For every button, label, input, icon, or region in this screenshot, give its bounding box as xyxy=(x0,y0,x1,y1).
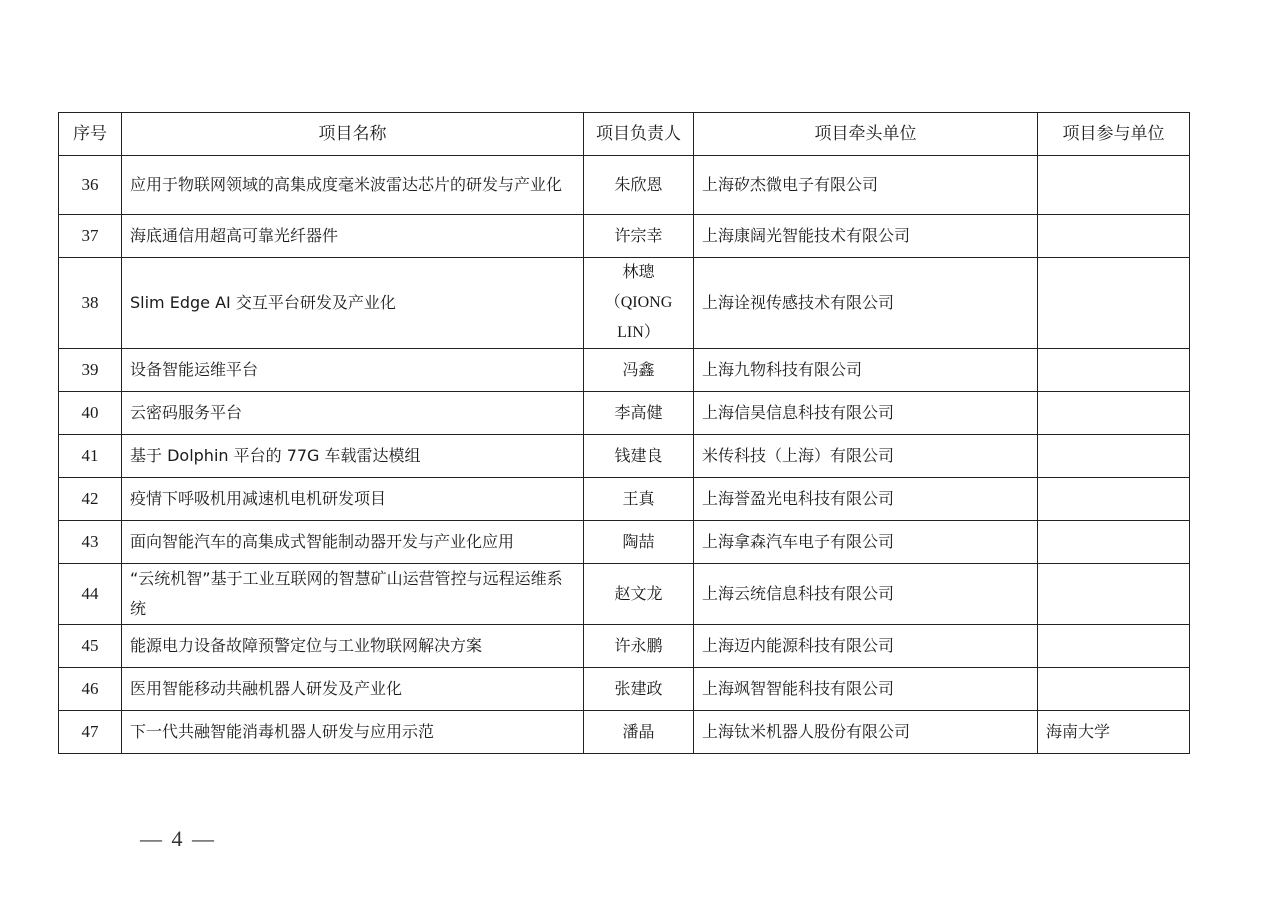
table-row xyxy=(59,392,1190,435)
header-no: 序号 xyxy=(59,113,122,156)
row-participant xyxy=(1038,258,1190,349)
row-participant xyxy=(1038,215,1190,258)
row-project-name: “云统机智”基于工业互联网的智慧矿山运营管控与远程运维系统 xyxy=(122,564,584,625)
row-participant xyxy=(1038,156,1190,215)
row-participant xyxy=(1038,392,1190,435)
row-leader: 张建政 xyxy=(584,668,694,711)
row-no: 45 xyxy=(59,625,122,668)
row-participant xyxy=(1038,435,1190,478)
row-leader: 潘晶 xyxy=(584,711,694,754)
row-lead-unit: 上海飒智智能科技有限公司 xyxy=(694,668,1038,711)
row-no: 40 xyxy=(59,392,122,435)
row-lead-unit: 上海誉盈光电科技有限公司 xyxy=(694,478,1038,521)
row-participant xyxy=(1038,564,1190,625)
row-lead-unit: 上海矽杰微电子有限公司 xyxy=(694,156,1038,215)
table-row xyxy=(59,258,1190,349)
row-no: 47 xyxy=(59,711,122,754)
row-no: 37 xyxy=(59,215,122,258)
row-lead-unit: 上海诠视传感技术有限公司 xyxy=(694,258,1038,349)
row-leader: 冯鑫 xyxy=(584,349,694,392)
row-participant xyxy=(1038,349,1190,392)
table-row xyxy=(59,711,1190,754)
table-row xyxy=(59,521,1190,564)
table-row xyxy=(59,668,1190,711)
project-table xyxy=(58,112,1190,754)
row-lead-unit: 上海云统信息科技有限公司 xyxy=(694,564,1038,625)
row-project-name: 设备智能运维平台 xyxy=(122,349,584,392)
row-participant xyxy=(1038,668,1190,711)
header-participant: 项目参与单位 xyxy=(1038,113,1190,156)
page-number: — 4 — xyxy=(140,826,216,851)
row-lead-unit: 米传科技（上海）有限公司 xyxy=(694,435,1038,478)
row-no: 42 xyxy=(59,478,122,521)
row-lead-unit: 上海钛米机器人股份有限公司 xyxy=(694,711,1038,754)
row-lead-unit: 上海康阔光智能技术有限公司 xyxy=(694,215,1038,258)
row-leader: 许永鹏 xyxy=(584,625,694,668)
row-no: 43 xyxy=(59,521,122,564)
row-leader: 李高健 xyxy=(584,392,694,435)
row-project-name: 海底通信用超高可靠光纤器件 xyxy=(122,215,584,258)
row-participant xyxy=(1038,521,1190,564)
row-no: 39 xyxy=(59,349,122,392)
table-row xyxy=(59,349,1190,392)
row-lead-unit: 上海拿森汽车电子有限公司 xyxy=(694,521,1038,564)
row-leader: 王真 xyxy=(584,478,694,521)
row-leader: 许宗幸 xyxy=(584,215,694,258)
row-project-name: 疫情下呼吸机用减速机电机研发项目 xyxy=(122,478,584,521)
row-no: 46 xyxy=(59,668,122,711)
row-project-name: 基于 Dolphin 平台的 77G 车载雷达模组 xyxy=(122,435,584,478)
header-name: 项目名称 xyxy=(122,113,584,156)
row-lead-unit: 上海九物科技有限公司 xyxy=(694,349,1038,392)
row-no: 44 xyxy=(59,564,122,625)
row-lead-unit: 上海信昊信息科技有限公司 xyxy=(694,392,1038,435)
row-leader: 钱建良 xyxy=(584,435,694,478)
row-project-name: 云密码服务平台 xyxy=(122,392,584,435)
row-participant xyxy=(1038,478,1190,521)
table-row xyxy=(59,625,1190,668)
row-leader: 林璁（QIONG LIN） xyxy=(584,258,694,349)
table-header-row xyxy=(59,113,1190,156)
row-project-name: 下一代共融智能消毒机器人研发与应用示范 xyxy=(122,711,584,754)
table-row xyxy=(59,215,1190,258)
row-project-name: 医用智能移动共融机器人研发及产业化 xyxy=(122,668,584,711)
table-row xyxy=(59,478,1190,521)
row-no: 41 xyxy=(59,435,122,478)
row-participant: 海南大学 xyxy=(1038,711,1190,754)
row-leader: 赵文龙 xyxy=(584,564,694,625)
row-participant xyxy=(1038,625,1190,668)
table-row xyxy=(59,435,1190,478)
table-row xyxy=(59,564,1190,625)
row-lead-unit: 上海迈内能源科技有限公司 xyxy=(694,625,1038,668)
row-leader: 朱欣恩 xyxy=(584,156,694,215)
row-no: 38 xyxy=(59,258,122,349)
row-project-name: 能源电力设备故障预警定位与工业物联网解决方案 xyxy=(122,625,584,668)
row-no: 36 xyxy=(59,156,122,215)
header-lead-unit: 项目牵头单位 xyxy=(694,113,1038,156)
row-leader: 陶喆 xyxy=(584,521,694,564)
table-row xyxy=(59,156,1190,215)
header-leader: 项目负责人 xyxy=(584,113,694,156)
row-project-name: Slim Edge AI 交互平台研发及产业化 xyxy=(122,258,584,349)
row-project-name: 应用于物联网领域的高集成度毫米波雷达芯片的研发与产业化 xyxy=(122,156,584,215)
row-project-name: 面向智能汽车的高集成式智能制动器开发与产业化应用 xyxy=(122,521,584,564)
